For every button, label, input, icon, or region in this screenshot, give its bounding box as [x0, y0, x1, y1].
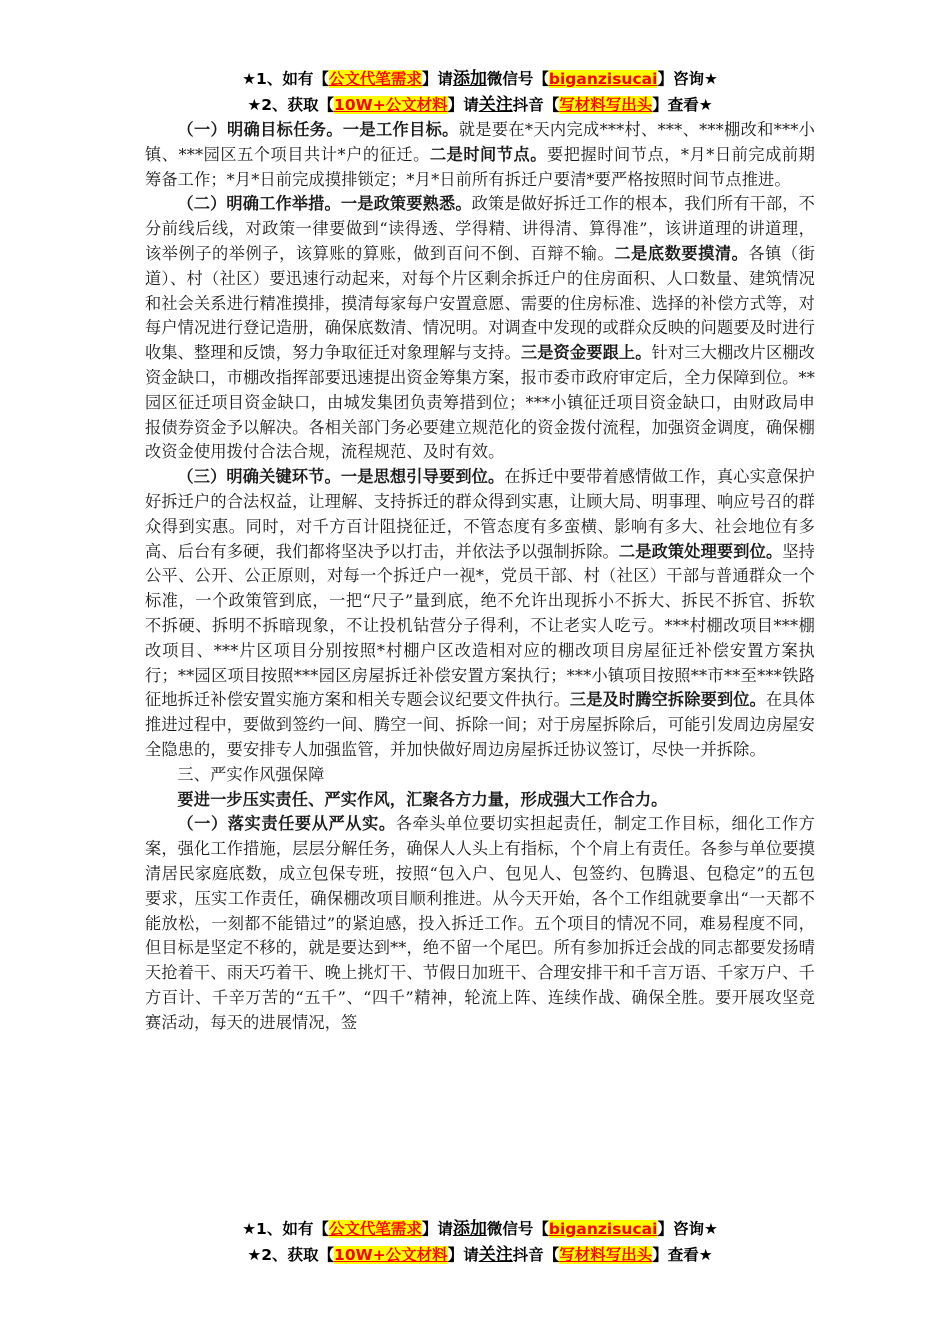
bottom-banner-line-1 [145, 1216, 815, 1242]
paragraph-responsibility [145, 812, 815, 1035]
p1-heading-2: 二是时间节点。 [429, 144, 548, 164]
fbanner2-prefix: ★2、获取【 [247, 1246, 335, 1264]
p1-heading-1: （一）明确目标任务。一是工作目标。 [177, 120, 459, 139]
p2-text-3: 针对三大棚改片区棚改资金缺口，市棚改指挥部要迅速提出资金筹集方案，报市委市政府审定后，全力保障到位。**园区征迁项目资金缺口，由城发集团负责筹措到位；***小镇征迁项目资金缺口，由财政局申报债券资金予以解决。各相关部门务必要建立规范化的资金拨付流程，加强资金调度，确保棚改资金使用拨付合法合规，流程规范、及时有效。 [145, 343, 816, 462]
banner1-mid1: 】请 [421, 70, 453, 88]
p2-text-2: 各镇（街道）、村（社区）要迅速行动起来，对每个片区剩余拆迁户的住房面积、人口数量、建筑情况和社会关系进行精准摸排，摸清每家每户安置意愿、需要的住房标准、选择的补偿方式等，对每户情况进行登记造册，确保底数清、情况明。对调查中发现的或群众反映的问题要及时进行收集、整理和反馈，努力争取征迁对象理解与支持。 [145, 243, 816, 363]
banner2-mid1: 】请 [447, 96, 479, 114]
banner2-mid2: 抖音【 [512, 96, 560, 114]
fbanner1-mid1: 】请 [421, 1220, 453, 1238]
paragraph-key-links [145, 465, 815, 763]
fbanner2-mid2: 抖音【 [512, 1246, 560, 1264]
p1-text-1: 就是要在*天内完成***村、***、***棚改和***小镇、***园区五个项目共计*户的征迁。 [145, 120, 815, 164]
p2-heading-2: 二是底数要摸清。 [614, 243, 749, 263]
fbanner2-emph-follow: 关注 [478, 1245, 513, 1265]
banner2-highlight-materials: 10W+公文材料 [334, 96, 448, 114]
fbanner2-highlight-douyin: 写材料写出头 [559, 1246, 653, 1264]
fbanner1-mid2: 微信号【 [486, 1220, 549, 1238]
banner2-highlight-douyin: 写材料写出头 [559, 96, 653, 114]
banner1-emph-add: 添加 [452, 69, 487, 89]
p3-heading-2: 二是政策处理要到位。 [618, 541, 783, 561]
p1-text-2: 要把握时间节点，*月*日前完成前期筹备工作；*月*日前完成摸排锁定；*月*日前所有拆迁户要清*要严格按照时间节点推进。 [145, 144, 815, 189]
bottom-banner-line-2 [145, 1242, 815, 1268]
section-heading-3: 三、严实作风强保障 [177, 764, 325, 784]
section-3-lead-text: 要进一步压实责任、严实作风，汇聚各方力量，形成强大工作合力。 [177, 789, 668, 809]
fbanner1-highlight-service: 公文代笔需求 [328, 1220, 422, 1238]
banner2-emph-follow: 关注 [478, 95, 513, 115]
banner2-prefix: ★2、获取【 [247, 96, 335, 114]
document-page [145, 66, 815, 1035]
p3-heading-3: 三是及时腾空拆除要到位。 [569, 690, 766, 710]
p2-text-1: 政策是做好拆迁工作的根本，我们所有干部，不分前线后线，对政策一律要做到“读得透、学得精、讲得清、算得准”，该讲道理的讲道理，该举例子的举例子，该算账的算账，做到百问不倒、百辩不输。 [145, 194, 815, 263]
banner1-highlight-service: 公文代笔需求 [328, 70, 422, 88]
fbanner1-emph-add: 添加 [452, 1219, 487, 1239]
top-banner-line-2 [145, 92, 815, 118]
fbanner2-suffix: 】查看★ [652, 1246, 713, 1264]
p4-heading-1: （一）落实责任要从严从实。 [177, 814, 396, 834]
p3-text-2: 坚持公平、公开、公正原则，对每一个拆迁户一视*，党员干部、村（社区）干部与普通群众一个标准，一个政策管到底，一把“尺子”量到底，绝不允许出现拆小不拆大、拆民不拆官、拆软不拆硬、拆明不拆暗现象，不让投机钻营分子得利，不让老实人吃亏。***村棚改项目***棚改项目、***片区项目分别按照*村棚户区改造相对应的棚改项目房屋征迁补偿安置方案执行；**园区项目按照***园区房屋拆迁补偿安置方案执行；***小镇项目按照**市**至***铁路征地拆迁补偿安置实施方案和相关专题会议纪要文件执行。 [145, 541, 815, 710]
fbanner1-suffix: 】咨询★ [657, 1220, 718, 1238]
p2-heading-1: （二）明确工作举措。一是政策要熟悉。 [177, 194, 472, 214]
section-3-lead [145, 788, 815, 813]
fbanner2-highlight-materials: 10W+公文材料 [334, 1246, 448, 1264]
top-banner-line-1 [145, 66, 815, 92]
banner1-highlight-wechat-id: biganzisucai [548, 70, 658, 88]
p3-text-3: 在具体推进过程中，要做到签约一间、腾空一间、拆除一间；对于房屋拆除后，可能引发周边房屋安全隐患的，要安排专人加强监管，并加快做好周边房屋拆迁协议签订，尽快一并拆除。 [145, 690, 815, 759]
banner1-prefix: ★1、如有【 [242, 70, 329, 88]
paragraph-work-measures [145, 192, 815, 465]
bottom-banners [145, 1216, 815, 1268]
fbanner1-prefix: ★1、如有【 [242, 1220, 329, 1238]
fbanner1-highlight-wechat-id: biganzisucai [548, 1220, 658, 1238]
banner2-suffix: 】查看★ [652, 96, 713, 114]
banner1-mid2: 微信号【 [486, 70, 549, 88]
p2-heading-3: 三是资金要跟上。 [520, 343, 652, 363]
p3-heading-1: （三）明确关键环节。一是思想引导要到位。 [177, 467, 505, 487]
p3-text-1: 在拆迁中要带着感情做工作，真心实意保护好拆迁户的合法权益，让理解、支持拆迁的群众得到实惠，让顾大局、明事理、响应号召的群众得到实惠。同时，对千方百计阻挠征迁，不管态度有多蛮横、影响有多大、社会地位有多高、后台有多硬，我们都将坚决予以打击，并依法予以强制拆除。 [145, 467, 815, 561]
banner1-suffix: 】咨询★ [657, 70, 718, 88]
paragraph-target-tasks [145, 118, 815, 192]
fbanner2-mid1: 】请 [447, 1246, 479, 1264]
p4-text-1: 各牵头单位要切实担起责任，制定工作目标，细化工作方案，强化工作措施，层层分解任务，确保人人头上有指标，个个肩上有责任。各参与单位要摸清居民家庭底数，成立包保专班，按照“包入户、包见人、包签约、包腾退、包稳定”的五包要求，压实工作责任，确保棚改项目顺利推进。从今天开始，各个工作组就要拿出“一天都不能放松，一刻都不能错过”的紧迫感，投入拆迁工作。五个项目的情况不同，难易程度不同，但目标是坚定不移的，就是要达到**，绝不留一个尾巴。所有参加拆迁会战的同志都要发扬晴天抢着干、雨天巧着干、晚上挑灯干、节假日加班干、合理安排干和千言万语、千家万户、千方百计、千辛万苦的“五千”、“四千”精神，轮流上阵、连续作战、确保全胜。要开展攻坚竞赛活动，每天的进展情况，签 [145, 814, 816, 1032]
